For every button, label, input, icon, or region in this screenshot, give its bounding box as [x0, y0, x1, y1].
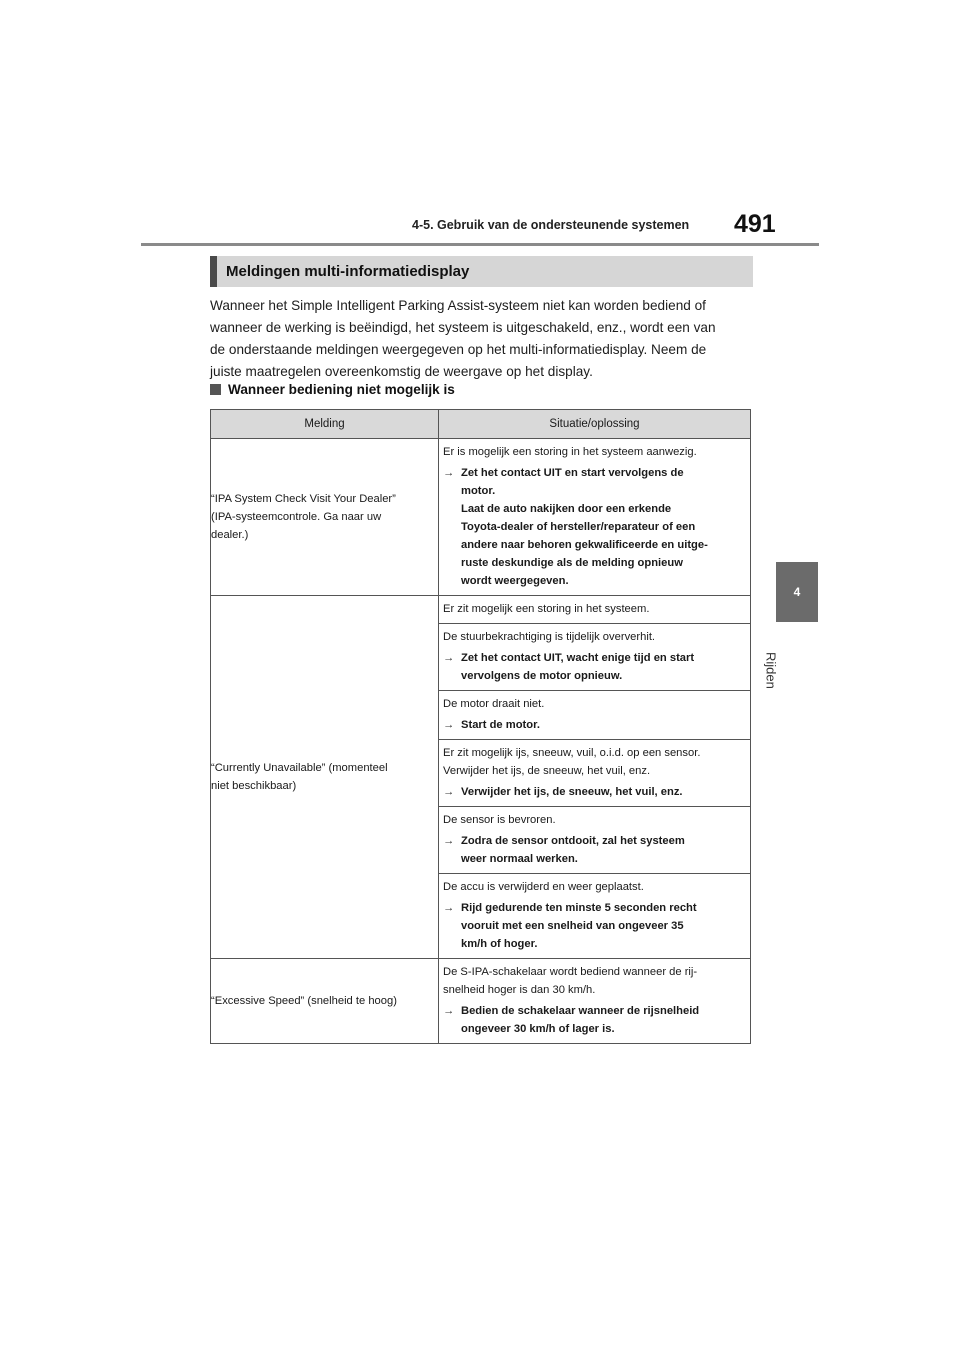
solution-text — [461, 783, 683, 801]
message-line: “Excessive Speed” (snelheid te hoog) — [211, 995, 397, 1007]
situation-block — [439, 690, 750, 739]
solution-line: ongeveer 30 km/h of lager is. — [461, 1023, 615, 1035]
solution-line: Toyota-dealer of hersteller/reparateur of een — [461, 521, 696, 533]
situation-text: De stuurbekrachtiging is tijdelijk oververhit. — [443, 631, 656, 643]
solution-text — [461, 832, 685, 868]
table-row — [211, 959, 751, 1044]
intro-line: juiste maatregelen overeenkomstig de weergave op het display. — [210, 364, 593, 379]
page-number: 491 — [734, 210, 776, 238]
situation-block — [439, 623, 750, 690]
solution-line: Rijd gedurende ten minste 5 seconden recht — [461, 902, 697, 914]
section-accent-bar — [210, 256, 217, 287]
situation-text: Er zit mogelijk een storing in het systeem. — [443, 603, 650, 615]
section-title: Meldingen multi-informatiedisplay — [226, 263, 470, 280]
solution — [443, 783, 744, 801]
solution-text — [461, 899, 697, 953]
solution-text — [461, 716, 540, 734]
subheading — [210, 382, 455, 397]
solution-line: Zodra de sensor ontdooit, zal het systeem — [461, 835, 685, 847]
solution-line: vervolgens de motor opnieuw. — [461, 670, 623, 682]
message-line: dealer.) — [211, 529, 249, 541]
table-row — [211, 596, 751, 959]
chapter-label: Rijden — [763, 652, 779, 689]
table-header-row — [211, 410, 751, 439]
solution-line: Laat de auto nakijken door een erkende — [461, 503, 672, 515]
message-line: niet beschikbaar) — [211, 780, 297, 792]
solution-line: motor. — [461, 485, 496, 497]
solution — [443, 899, 744, 953]
intro-line: Wanneer het Simple Intelligent Parking Assist-systeem niet kan worden bediend of — [210, 298, 706, 313]
solution-line: andere naar behoren gekwalificeerde en uitge- — [461, 539, 708, 551]
chapter-tab — [776, 562, 818, 622]
situation-block — [439, 439, 750, 595]
solution — [443, 464, 744, 590]
message-cell — [211, 959, 439, 1044]
arrow-right-icon: → — [443, 835, 455, 847]
situation-cell — [439, 959, 751, 1044]
arrow-right-icon: → — [443, 902, 455, 914]
running-header: 4-5. Gebruik van de ondersteunende systemen — [412, 218, 690, 232]
arrow-right-icon: → — [443, 467, 455, 479]
situation-text: De S-IPA-schakelaar wordt bediend wanneer de rij- — [443, 966, 698, 978]
solution-text — [461, 464, 708, 590]
situation-block — [439, 873, 750, 958]
solution-line: Bedien de schakelaar wanneer de rijsnelheid — [461, 1005, 700, 1017]
intro-line: wanneer de werking is beëindigd, het systeem is uitgeschakeld, enz., wordt een van — [210, 320, 716, 335]
solution — [443, 649, 744, 685]
solution — [443, 832, 744, 868]
column-header-message: Melding — [211, 410, 439, 439]
arrow-right-icon: → — [443, 652, 455, 664]
arrow-right-icon: → — [443, 786, 455, 798]
solution-line: km/h of hoger. — [461, 938, 538, 950]
header-divider — [141, 243, 819, 246]
solution-line: Zet het contact UIT, wacht enige tijd en start — [461, 652, 695, 664]
situation-block — [439, 739, 750, 806]
intro-paragraph — [210, 295, 755, 383]
message-cell — [211, 596, 439, 959]
situation-text: De sensor is bevroren. — [443, 814, 556, 826]
solution — [443, 716, 744, 734]
situation-block — [439, 959, 750, 1043]
intro-line: de onderstaande meldingen weergegeven op het multi-informatiedisplay. Neem de — [210, 342, 707, 357]
subheading-text: Wanneer bediening niet mogelijk is — [228, 382, 455, 397]
solution-line: weer normaal werken. — [461, 853, 578, 865]
situation-cell — [439, 596, 751, 959]
message-line: (IPA-systeemcontrole. Ga naar uw — [211, 511, 382, 523]
situation-block — [439, 806, 750, 873]
arrow-right-icon: → — [443, 719, 455, 731]
situation-text: snelheid hoger is dan 30 km/h. — [443, 984, 596, 996]
message-line: “IPA System Check Visit Your Dealer” — [211, 493, 396, 505]
solution-line: vooruit met een snelheid van ongeveer 35 — [461, 920, 684, 932]
message-cell — [211, 439, 439, 596]
situation-cell — [439, 439, 751, 596]
solution-line: Zet het contact UIT en start vervolgens de — [461, 467, 684, 479]
situation-text: De motor draait niet. — [443, 698, 545, 710]
section-heading — [210, 256, 753, 287]
solution-line: Verwijder het ijs, de sneeuw, het vuil, enz. — [461, 786, 683, 798]
table-row — [211, 439, 751, 596]
solution-line: Start de motor. — [461, 719, 540, 731]
arrow-right-icon: → — [443, 1005, 455, 1017]
solution-line: wordt weergegeven. — [461, 575, 569, 587]
situation-text: Er zit mogelijk ijs, sneeuw, vuil, o.i.d. op een sensor. — [443, 747, 701, 759]
column-header-situation: Situatie/oplossing — [439, 410, 751, 439]
messages-table — [210, 409, 751, 1044]
solution-text — [461, 649, 694, 685]
situation-block — [439, 596, 750, 623]
chapter-number: 4 — [793, 585, 801, 599]
square-bullet-icon — [210, 384, 221, 395]
situation-text: Verwijder het ijs, de sneeuw, het vuil, enz. — [443, 765, 651, 777]
solution-line: ruste deskundige als de melding opnieuw — [461, 557, 683, 569]
solution — [443, 1002, 744, 1038]
message-line: “Currently Unavailable” (momenteel — [211, 762, 388, 774]
situation-text: De accu is verwijderd en weer geplaatst. — [443, 881, 644, 893]
situation-text: Er is mogelijk een storing in het systeem aanwezig. — [443, 446, 697, 458]
solution-text — [461, 1002, 699, 1038]
